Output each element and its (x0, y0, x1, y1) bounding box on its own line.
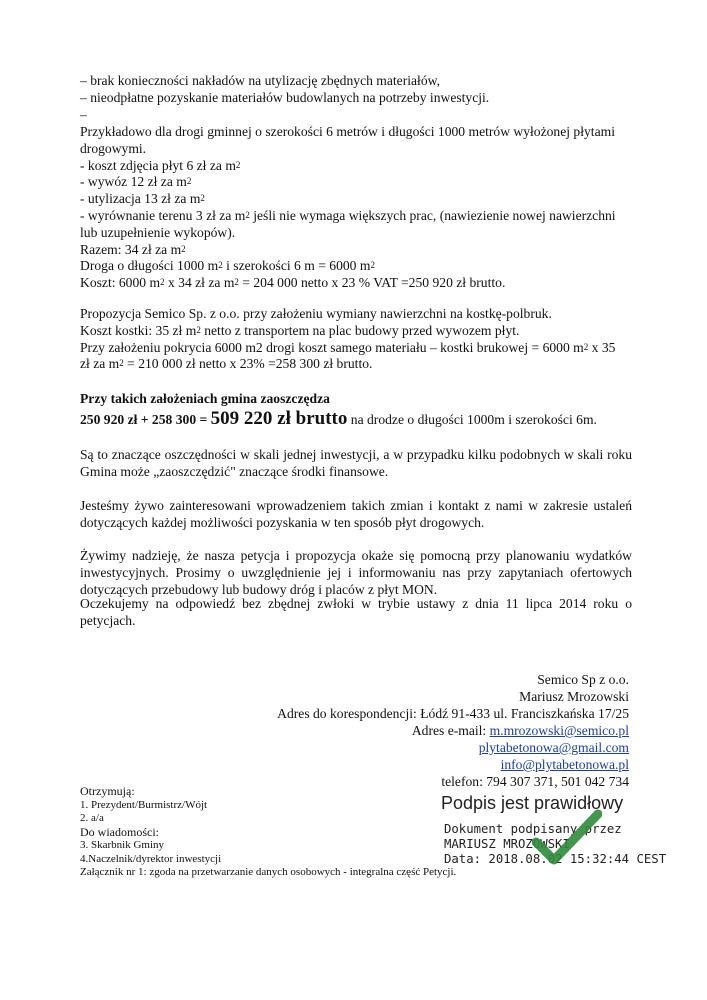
email-link-3[interactable]: info@plytabetonowa.pl (500, 757, 629, 772)
savings-sum (80, 407, 632, 429)
sender-name: Mariusz Mrozowski (519, 689, 629, 704)
cost-leveling: - wyrównanie terenu 3 zł za $m^2$ jeśli nie wymaga większych prac, (nawiezienie nowej nawierzchni (80, 207, 616, 223)
recipients-label: Otrzymują: (80, 784, 135, 798)
cost-disposal: - utylizacja 13 zł za $m^2$ (80, 191, 205, 207)
benefits-list (80, 73, 632, 123)
cost-example (80, 124, 632, 292)
proposal-line: Propozycja Semico Sp. z o.o. przy założeniu wymiany nawierzchni na kostkę-polbruk. (80, 306, 552, 321)
list-item: – nieodpłatne pozyskanie materiałów budowlanych na potrzeby inwestycji. (80, 89, 490, 105)
savings-parts: 250 920 zł + 258 300 = (80, 411, 208, 427)
cc-item: 3. Skarbnik Gminy (80, 839, 165, 851)
signature-line: Dokument podpisany przez (444, 822, 622, 836)
cc-item: 4.Naczelnik/dyrektor inwestycji (80, 852, 222, 865)
sender-address: Adres do korespondencji: Łódź 91-433 ul. Franciszkańska 17/25 (277, 706, 629, 721)
sender-email-row (412, 723, 629, 740)
example-intro: Przykładowo dla drogi gminnej o szerokości 6 metrów i długości 1000 metrów wyłożonej płytami (80, 124, 615, 139)
email-link-1[interactable]: m.mrozowski@semico.pl (489, 723, 629, 738)
paragraph-savings: Są to znaczące oszczędności w skali jednej inwestycji, a w przypadku kilku podobnych w skali roku Gmina może „zaoszczędzić" znaczące środki finansowe. (80, 447, 632, 479)
paragraph-request: Oczekujemy na odpowiedź bez zbędnej zwłoki w trybie ustawy z dnia 11 lipca 2014 roku o petycjach. (80, 596, 632, 628)
proposal-line: Koszt kostki: 35 zł $m^2$ netto z transportem na plac budowy przed wywozem płyt. (80, 322, 520, 338)
cost-removal: - koszt zdjęcia płyt 6 zł za $m^2$ (80, 157, 241, 173)
proposal-section (80, 306, 632, 373)
sender-phone: telefon: 794 307 371, 501 042 734 (441, 774, 629, 789)
recipients-block (80, 785, 456, 880)
cost-line: Koszt: 6000 $m^2$ x 34 zł za $m^2 = 204$ 000 netto x 23 % VAT =250 920 zł brutto. (80, 275, 506, 291)
savings-heading: Przy takich założeniach gmina zaoszczędza (80, 391, 330, 406)
savings-tail: na drodze o długości 1000m i szerokości 6m. (350, 411, 597, 427)
cost-total: Razem: 34 zł za $m^2$ (80, 241, 186, 257)
signature-line: Data: 2018.08.02 15:32:44 CEST (444, 851, 667, 866)
cost-transport: - wywóz 12 zł za $m^2$ (80, 174, 192, 190)
cc-label: Do wiadomości: (80, 824, 159, 839)
sender-email-row (479, 740, 629, 757)
signature-line: MARIUSZ MROZOWSKI (444, 836, 570, 851)
paragraph-hope: Żywimy nadzieję, że nasza petycja i propozycja okaże się pomocną przy planowaniu wydatków inwestycyjnych. Prosimy o uwzględnienie jej i informowaniu nas przy zapytaniach ofertowych dotyczących przebudowy lub budowy dróg i placów z płyt MON. (80, 548, 632, 597)
proposal-line: Przy założeniu pokrycia 6000 m2 drogi koszt samego materiału – kostki brukowej = 6000 $m^2$ x 35 (80, 339, 616, 355)
sender-email-row (501, 757, 629, 774)
list-item: – (80, 106, 87, 122)
sender-company: Semico Sp z o.o. (537, 672, 629, 687)
email-link-2[interactable]: plytabetonowa@gmail.com (478, 740, 629, 755)
signature-status: Podpis jest prawidłowy (441, 793, 624, 813)
cost-leveling-cont: lub uzupełnienie wykopów). (80, 224, 236, 240)
recipient-item: 2. a/a (80, 812, 104, 824)
example-intro-cont: drogowymi. (80, 140, 147, 156)
road-area: Droga o długości 1000 $m^2$ i szerokości 6 m = 6000 $m^2$ (80, 258, 375, 274)
list-item: – brak konieczności nakładów na utylizację zbędnych materiałów, (80, 73, 440, 88)
proposal-line: zł za $m^2 = 210$ 000 zł netto x 23% =258 300 zł brutto. (80, 356, 373, 372)
savings-section (80, 391, 632, 429)
checkmark-icon (532, 808, 602, 868)
email-label: Adres e-mail: (411, 723, 490, 738)
recipient-item: 1. Prezydent/Burmistrz/Wójt (80, 798, 208, 811)
paragraph-interest: Jesteśmy żywo zainteresowani wprowadzeniem takich zmian i kontakt z nami w zakresie ustaleń dotyczących każdej możliwości pozyskania w ten sposób płyt drogowych. (80, 498, 632, 530)
savings-total: 509 220 zł brutto (210, 407, 348, 429)
attachment-note: Załącznik nr 1: zgoda na przetwarzanie danych osobowych - integralna część Petycji. (80, 866, 457, 878)
